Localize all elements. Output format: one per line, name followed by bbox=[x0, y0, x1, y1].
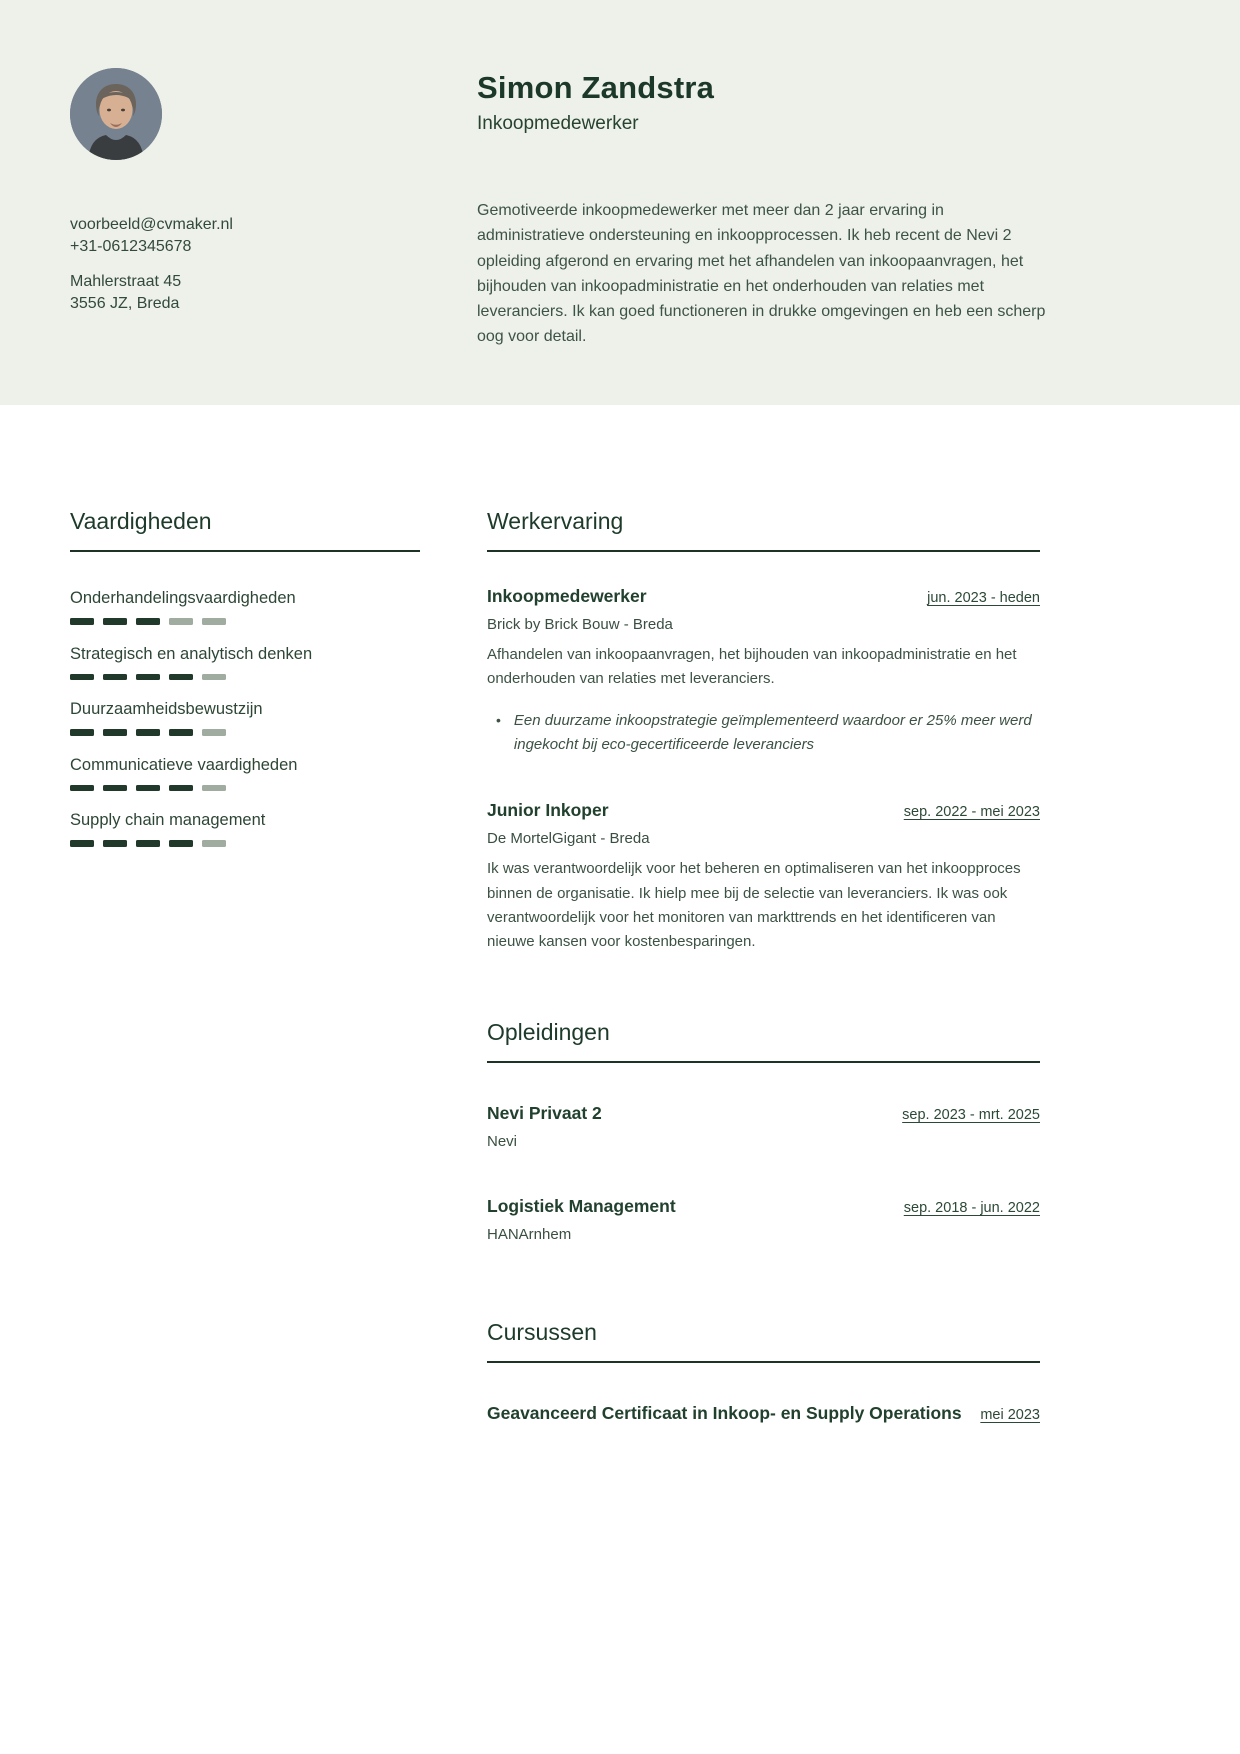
skill-level-segment bbox=[136, 674, 160, 681]
skills-section-rule bbox=[70, 550, 420, 552]
experience-company: De MortelGigant - Breda bbox=[487, 830, 650, 848]
skill-level-segment bbox=[202, 618, 226, 625]
skill-level-bar bbox=[70, 785, 420, 792]
experience-period: jun. 2023 - heden bbox=[927, 590, 1040, 606]
contact-phone: +31-0612345678 bbox=[70, 238, 192, 256]
courses-section-rule bbox=[487, 1361, 1040, 1363]
skill-level-segment bbox=[103, 840, 127, 847]
skill-level-segment bbox=[136, 785, 160, 792]
experience-role: Junior Inkoper bbox=[487, 800, 609, 821]
candidate-job-title: Inkoopmedewerker bbox=[477, 113, 639, 134]
skill-level-segment bbox=[70, 618, 94, 625]
education-entry-head bbox=[487, 1196, 1040, 1217]
skill-item bbox=[70, 589, 420, 625]
skill-item bbox=[70, 700, 420, 736]
candidate-name: Simon Zandstra bbox=[477, 70, 715, 105]
experience-section bbox=[487, 508, 1040, 955]
education-period: sep. 2023 - mrt. 2025 bbox=[902, 1106, 1040, 1123]
skill-label: Duurzaamheidsbewustzijn bbox=[70, 700, 263, 718]
experience-description: Ik was verantwoordelijk voor het beheren en optimaliseren van het inkoopproces binnen de organisatie. Ik hielp mee bij de selectie van leveranciers. Ik was ook verantwoordelijk voor het monitoren van markttrends en het identificeren van nieuwe kansen voor kostenbesparingen. bbox=[487, 860, 1021, 951]
skill-level-segment bbox=[103, 729, 127, 736]
bullet-marker: • bbox=[496, 711, 501, 728]
education-period: sep. 2018 - jun. 2022 bbox=[903, 1199, 1040, 1216]
skill-level-bar bbox=[70, 729, 420, 736]
contact-address-line1: Mahlerstraat 45 bbox=[70, 273, 182, 291]
experience-entry-head bbox=[487, 800, 1040, 821]
skill-level-segment bbox=[202, 729, 226, 736]
courses-section-title: Cursussen bbox=[487, 1318, 597, 1345]
skill-level-segment bbox=[70, 840, 94, 847]
course-entry bbox=[487, 1403, 1040, 1424]
education-degree: Nevi Privaat 2 bbox=[487, 1102, 602, 1123]
education-entry bbox=[487, 1103, 1040, 1150]
skill-level-segment bbox=[136, 618, 160, 625]
experience-role: Inkoopmedewerker bbox=[487, 586, 647, 606]
contact-address-line2: 3556 JZ, Breda bbox=[70, 295, 180, 313]
header-band bbox=[0, 0, 1240, 405]
skill-level-segment bbox=[103, 618, 127, 625]
experience-entry bbox=[487, 800, 1040, 954]
profile-summary: Gemotiveerde inkoopmedewerker met meer dan 2 jaar ervaring in administratieve ondersteuning en inkoopprocessen. Ik heb recent de Nevi 2 opleiding afgerond en ervaring met het afhandelen van inkoopaanvragen, het bijhouden van inkoopadministratie en het onderhouden van relaties met leveranciers. Ik kan goed functioneren in drukke omgevingen en heb een scherp oog voor detail. bbox=[477, 202, 1046, 346]
skill-level-segment bbox=[70, 729, 94, 736]
profile-photo-placeholder bbox=[70, 68, 162, 160]
skill-level-segment bbox=[169, 674, 193, 681]
experience-section-rule bbox=[487, 550, 1040, 552]
contact-block bbox=[70, 214, 233, 328]
skill-level-bar bbox=[70, 674, 420, 681]
main-column bbox=[487, 508, 1040, 1424]
education-entry-head bbox=[487, 1103, 1040, 1124]
experience-period: sep. 2022 - mei 2023 bbox=[903, 804, 1040, 821]
course-period: mei 2023 bbox=[980, 1406, 1040, 1423]
skill-level-segment bbox=[70, 674, 94, 681]
experience-section-title: Werkervaring bbox=[487, 508, 624, 534]
skills-list bbox=[70, 589, 420, 847]
experience-bullet bbox=[487, 709, 1040, 759]
courses-section bbox=[487, 1319, 1040, 1424]
skill-level-segment bbox=[136, 729, 160, 736]
skill-label: Onderhandelingsvaardigheden bbox=[70, 589, 296, 607]
skill-level-bar bbox=[70, 618, 420, 625]
skill-level-segment bbox=[169, 618, 193, 625]
skill-label: Supply chain management bbox=[70, 811, 266, 829]
skill-level-segment bbox=[169, 840, 193, 847]
skills-section-title: Vaardigheden bbox=[70, 508, 212, 534]
education-degree: Logistiek Management bbox=[487, 1195, 676, 1216]
header-identity bbox=[477, 70, 1047, 135]
skill-level-segment bbox=[202, 840, 226, 847]
education-entry bbox=[487, 1196, 1040, 1243]
experience-description: Afhandelen van inkoopaanvragen, het bijhouden van inkoopadministratie en het onderhouden van relaties met leveranciers. bbox=[487, 646, 1017, 688]
contact-email: voorbeeld@cvmaker.nl bbox=[70, 216, 233, 233]
contact-group-address bbox=[70, 271, 233, 315]
course-name: Geavanceerd Certificaat in Inkoop- en Supply Operations bbox=[487, 1402, 962, 1423]
skill-level-segment bbox=[169, 729, 193, 736]
skill-label: Strategisch en analytisch denken bbox=[70, 644, 313, 663]
skill-level-bar bbox=[70, 840, 420, 847]
contact-group-primary bbox=[70, 214, 233, 258]
skill-level-segment bbox=[103, 674, 127, 681]
experience-bullet-text: Een duurzame inkoopstrategie geïmplementeerd waardoor er 25% meer werd ingekocht bij eco-gecertificeerde leveranciers bbox=[513, 711, 1032, 754]
education-school: HANArnhem bbox=[487, 1225, 572, 1243]
education-section bbox=[487, 1019, 1040, 1243]
experience-bullets bbox=[487, 709, 1040, 759]
education-section-rule bbox=[487, 1061, 1040, 1063]
skill-level-segment bbox=[70, 785, 94, 792]
skill-level-segment bbox=[169, 785, 193, 792]
skill-level-segment bbox=[202, 785, 226, 792]
experience-entry bbox=[487, 586, 1040, 758]
profile-photo bbox=[70, 68, 162, 160]
skill-item bbox=[70, 645, 420, 681]
experience-company: Brick by Brick Bouw - Breda bbox=[487, 616, 673, 633]
skill-level-segment bbox=[136, 840, 160, 847]
education-section-title: Opleidingen bbox=[487, 1018, 610, 1045]
skill-item bbox=[70, 811, 420, 847]
education-school: Nevi bbox=[487, 1132, 518, 1150]
skill-label: Communicatieve vaardigheden bbox=[70, 755, 298, 774]
experience-entry-head bbox=[487, 586, 1040, 607]
skill-level-segment bbox=[103, 785, 127, 792]
skill-item bbox=[70, 756, 420, 792]
skills-section bbox=[70, 508, 420, 867]
skill-level-segment bbox=[202, 674, 226, 681]
